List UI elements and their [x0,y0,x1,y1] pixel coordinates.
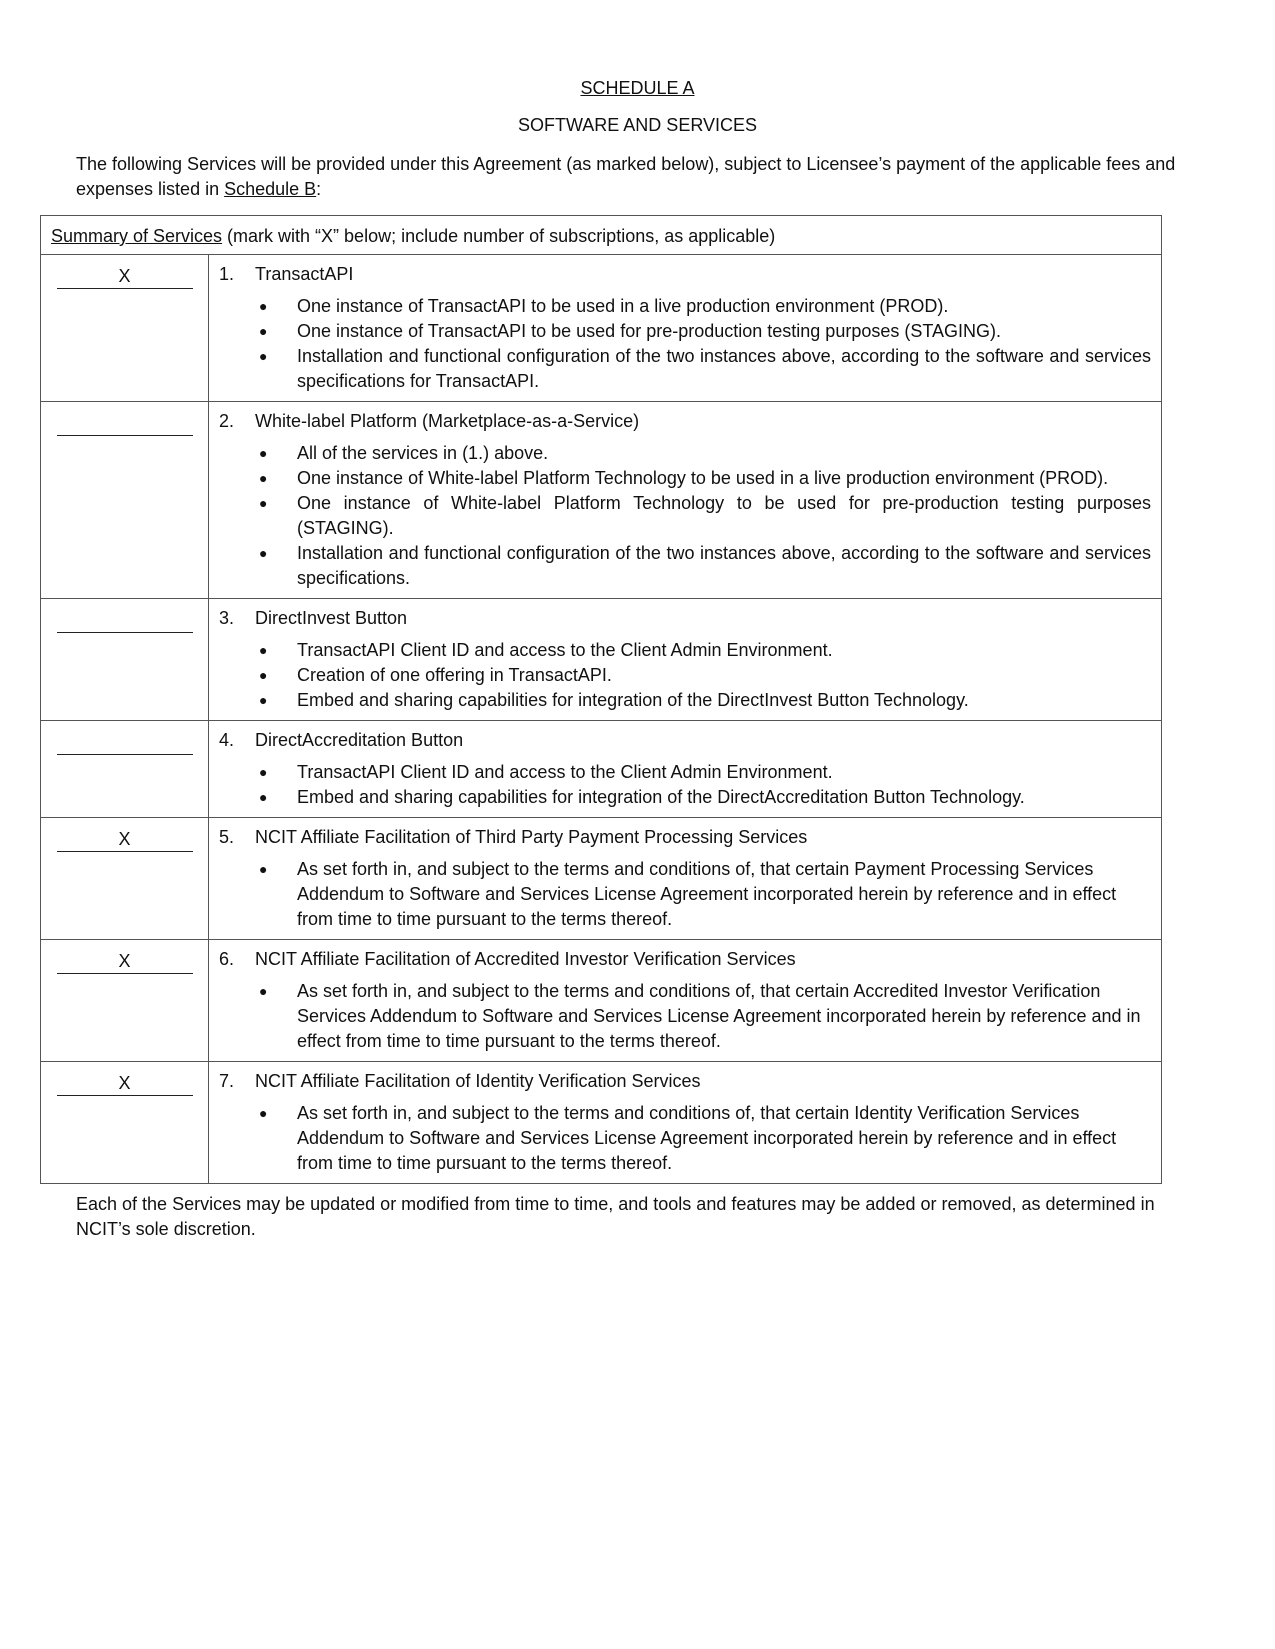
service-cell [209,940,1162,1062]
service-title [219,728,1151,753]
bullet-item [219,344,1151,394]
bullet-icon: ● [259,495,268,511]
service-title [219,409,1151,434]
service-bullets [219,638,1151,713]
service-number: 5. [219,827,235,847]
service-cell [209,402,1162,599]
service-bullets [219,294,1151,394]
bullet-text: One instance of White-label Platform Technology to be used in a live production environment (PROD). [297,468,1109,488]
bullet-icon: ● [259,764,268,780]
service-title [219,1069,1151,1094]
bullet-item [219,638,1151,663]
service-cell [209,721,1162,818]
service-row [41,255,1162,402]
bullet-icon: ● [259,348,268,364]
service-number: 7. [219,1071,235,1091]
schedule-b-reference: Schedule B [224,179,317,199]
service-row [41,1062,1162,1184]
selection-mark-field[interactable]: X [57,264,193,289]
bullet-text: One instance of White-label Platform Technology to be used for pre-production testing purposes (STAGING). [297,493,1151,538]
bullet-item [219,441,1151,466]
service-cell [209,599,1162,721]
service-cell [209,1062,1162,1184]
schedule-subtitle: SOFTWARE AND SERVICES [517,115,758,135]
service-title [219,606,1151,631]
service-number: 2. [219,411,235,431]
service-title [219,825,1151,850]
service-number: 4. [219,730,235,750]
bullet-item [219,1101,1151,1176]
bullet-text: Creation of one offering in TransactAPI. [297,665,612,685]
bullet-icon: ● [259,445,268,461]
bullet-icon: ● [259,323,268,339]
bullet-icon: ● [259,861,268,877]
bullet-item [219,688,1151,713]
bullet-item [219,491,1151,541]
bullet-text: As set forth in, and subject to the terms and conditions of, that certain Accredited Investor Verification Services Addendum to Software and Services License Agreement incorporated herein by reference and in effect from time to time pursuant to the terms thereof. [297,981,1141,1051]
bullet-text: TransactAPI Client ID and access to the Client Admin Environment. [297,762,833,782]
mark-cell [41,599,209,721]
service-bullets [219,857,1151,932]
service-row [41,818,1162,940]
bullet-text: All of the services in (1.) above. [297,443,549,463]
service-title [219,262,1151,287]
bullet-text: One instance of TransactAPI to be used for pre-production testing purposes (STAGING). [297,321,1002,341]
summary-cell [41,216,1162,255]
summary-label: Summary of Services [51,226,223,246]
service-bullets [219,760,1151,810]
selection-mark-field[interactable] [57,730,193,755]
selection-mark-field[interactable]: X [57,949,193,974]
bullet-item [219,857,1151,932]
service-bullets [219,441,1151,591]
service-name: DirectInvest Button [255,608,408,628]
bullet-item [219,319,1151,344]
bullet-item [219,979,1151,1054]
summary-row [41,216,1162,255]
service-name: White-label Platform (Marketplace-as-a-Service) [255,411,640,431]
bullet-icon: ● [259,545,268,561]
bullet-text: Installation and functional configuration of the two instances above, according to the software and services specifications. [297,543,1151,588]
bullet-text: Embed and sharing capabilities for integration of the DirectAccreditation Button Technology. [297,787,1025,807]
services-table [40,215,1162,1184]
closing-paragraph: Each of the Services may be updated or modified from time to time, and tools and features may be added or removed, as determined in NCIT’s sole discretion. [76,1194,1155,1239]
selection-mark-field[interactable]: X [57,1071,193,1096]
bullet-text: Installation and functional configuration of the two instances above, according to the software and services specifications for TransactAPI. [297,346,1151,391]
bullet-item [219,760,1151,785]
mark-cell [41,1062,209,1184]
service-number: 6. [219,949,235,969]
bullet-item [219,785,1151,810]
bullet-icon: ● [259,642,268,658]
service-cell [209,818,1162,940]
bullet-item [219,541,1151,591]
bullet-item [219,294,1151,319]
mark-cell [41,818,209,940]
service-name: NCIT Affiliate Facilitation of Accredited Investor Verification Services [255,949,796,969]
service-row [41,599,1162,721]
service-number: 1. [219,264,235,284]
bullet-icon: ● [259,298,268,314]
service-row [41,721,1162,818]
mark-cell [41,402,209,599]
bullet-icon: ● [259,692,268,708]
bullet-icon: ● [259,789,268,805]
summary-note: (mark with “X” below; include number of subscriptions, as applicable) [222,226,776,246]
bullet-icon: ● [259,983,268,999]
service-name: NCIT Affiliate Facilitation of Identity Verification Services [255,1071,701,1091]
service-title [219,947,1151,972]
service-row [41,940,1162,1062]
bullet-icon: ● [259,470,268,486]
schedule-title: SCHEDULE A [580,78,695,98]
bullet-item [219,663,1151,688]
service-name: NCIT Affiliate Facilitation of Third Party Payment Processing Services [255,827,808,847]
selection-mark-field[interactable] [57,608,193,633]
intro-end: : [316,179,322,199]
service-bullets [219,1101,1151,1176]
selection-mark-field[interactable] [57,411,193,436]
bullet-text: As set forth in, and subject to the terms and conditions of, that certain Identity Verification Services Addendum to Software and Services License Agreement incorporated herein by reference and in effect from time to time pursuant to the terms thereof. [297,1103,1117,1173]
mark-cell [41,721,209,818]
bullet-text: One instance of TransactAPI to be used in a live production environment (PROD). [297,296,949,316]
service-number: 3. [219,608,235,628]
mark-cell [41,255,209,402]
service-row [41,402,1162,599]
service-name: DirectAccreditation Button [255,730,464,750]
bullet-text: As set forth in, and subject to the terms and conditions of, that certain Payment Processing Services Addendum to Software and Services License Agreement incorporated herein by reference and in effect from time to time pursuant to the terms thereof. [297,859,1117,929]
service-bullets [219,979,1151,1054]
intro-paragraph [76,152,1176,202]
bullet-item [219,466,1151,491]
bullet-icon: ● [259,1105,268,1121]
selection-mark-field[interactable]: X [57,827,193,852]
intro-text: The following Services will be provided under this Agreement (as marked below), subject to Licensee’s payment of the applicable fees and expenses listed in [76,154,1176,199]
bullet-icon: ● [259,667,268,683]
bullet-text: Embed and sharing capabilities for integration of the DirectInvest Button Technology. [297,690,969,710]
service-cell [209,255,1162,402]
mark-cell [41,940,209,1062]
bullet-text: TransactAPI Client ID and access to the Client Admin Environment. [297,640,833,660]
service-name: TransactAPI [255,264,354,284]
